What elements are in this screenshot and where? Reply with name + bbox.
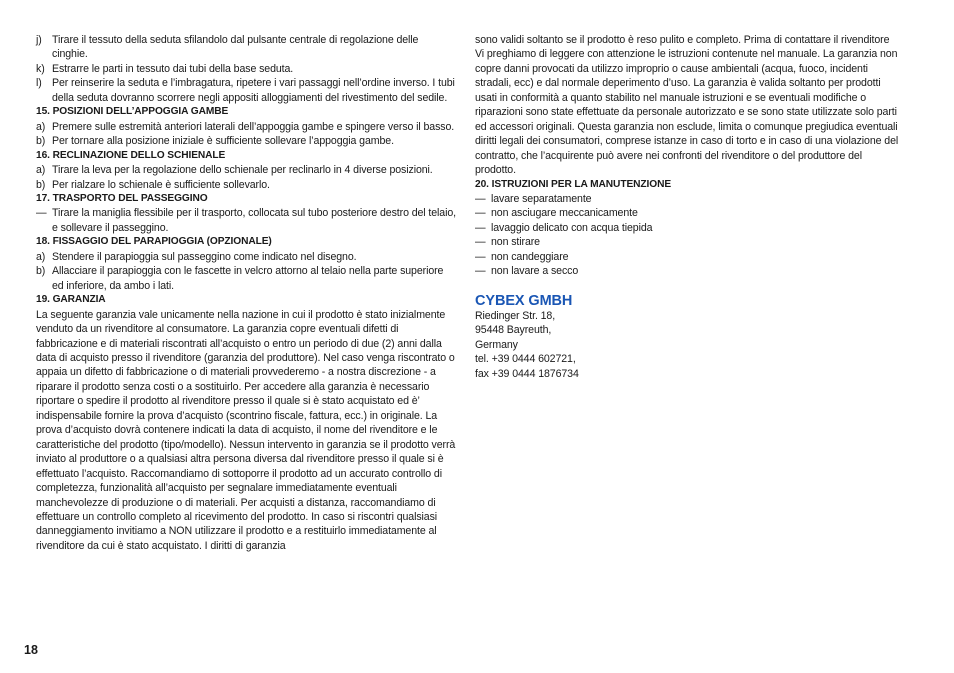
list-item-text: Allacciare il parapioggia con le fascette in velcro attorno al telaio nella parte superiore ed inferiore, da ambo i lati.: [52, 265, 444, 292]
list-item-text: Per tornare alla posizione iniziale è sufficiente sollevare l’appoggia gambe.: [52, 135, 394, 148]
company-name: CYBEX GMBH: [475, 292, 573, 309]
address-line: Riedinger Str. 18,: [475, 309, 556, 322]
section-heading: 19. GARANZIA: [36, 294, 106, 306]
address-line: 95448 Bayreuth,: [475, 324, 552, 337]
list-item: [36, 120, 456, 134]
list-item: [36, 250, 456, 264]
list-item: [36, 163, 456, 177]
list-marker: —: [475, 265, 486, 278]
warranty-paragraph: La seguente garanzia vale unicamente nella nazione in cui il prodotto è stato inizialmente venduto da un rivenditore al consumatore. La garanzia copre eventuali difetti di fabbricazione e di materiali riscontrati all’acquisto o entro un periodo di due (2) anni dalla data di acquisto presso il rivenditore (garanzia del produttore). Nel caso venga riscontrato o appaia un difetto di fabbricazione o di materiali provvederemo - a nostra discrezione - a riparare il prodotto senza costi o a sostituirlo. Per accedere alla garanzia è necessario riportare o spedire il prodotto al rivenditore presso il quale si è stato acquistato ed è’ indispensabile fornire la prova d’acquisto (scontrino fiscale, fattura, ecc.) in originale. La prova d’acquisto dovrà contenere indicati la data di acquisto, il nome del rivenditore e le caratteristiche del prodotto (tipo/modello). Nessun intervento in garanzia se il prodotto verrà inviato al produttore o a qualsiasi altra persona diversa dal rivenditore presso il quale si è effettuato l’acquisto. Raccomandiamo di sottoporre il prodotto ad un accurato controllo di completezza, funzionalità all’acquisto per segnalare immediatamente eventuali manchevolezze di produzione o di materiali. Per acquisti a distanza, raccomandiamo di effettuare un controllo completo al ricevimento del prodotto. In caso si riscontri qualsiasi danneggiamento invitiamo a NON utilizzare il prodotto e a restituirlo immediatamente al rivenditore da cui è stato acquistato. I diritti di garanzia: [36, 308, 456, 552]
list-marker: k): [36, 62, 45, 75]
list-item-text: non stirare: [491, 236, 540, 249]
section-heading: 16. RECLINAZIONE DELLO SCHIENALE: [36, 149, 226, 161]
warranty-paragraph-continued: sono validi soltanto se il prodotto è reso pulito e completo. Prima di contattare il rivenditore Vi preghiamo di leggere con attenzione le istruzioni contenute nel manuale. La garanzia non copre danni provocati da utilizzo improprio o cause ambientali (acqua, fuoco, incidenti stradali, ecc) e dal normale deperimento d’uso. La garanzia è valida soltanto per prodotti usati in conformità a quanto stabilito nel manuale istruzioni e se eventuali modifiche o riparazioni sono state effettuate da personale autorizzato e se sono state utilizzate solo parti ed accessori originali. Questa garanzia non esclude, limita o comunque pregiudica eventuali diritti legali dei consumatori, comprese istanze in caso di torto e in caso di una violazione del contratto, che l’acquirente può avere nei confronti del rivenditore o del produttore del prodotto.: [475, 34, 899, 177]
left-column: [36, 33, 456, 553]
list-marker: l): [36, 77, 42, 90]
list-item: [36, 134, 456, 148]
list-item-text: lavaggio delicato con acqua tiepida: [491, 221, 653, 234]
list-item-text: Stendere il parapioggia sul passeggino come indicato nel disegno.: [52, 250, 357, 263]
company-address: [475, 309, 900, 381]
list-item-text: Premere sulle estremità anteriori laterali dell’appoggia gambe e spingere verso il basso.: [52, 120, 455, 133]
section-heading: 17. TRASPORTO DEL PASSEGGINO: [36, 192, 208, 204]
phone-line: tel. +39 0444 602721,: [475, 353, 576, 366]
list-item-text: Per rialzare lo schienale è sufficiente sollevarlo.: [52, 178, 270, 191]
list-marker: —: [475, 236, 486, 249]
list-marker: b): [36, 178, 46, 191]
list-item: [475, 250, 900, 264]
list-item: [475, 221, 900, 235]
list-item: [36, 206, 456, 235]
list-marker: —: [475, 221, 486, 234]
list-marker: b): [36, 265, 46, 278]
list-marker: a): [36, 164, 46, 177]
list-item: [36, 178, 456, 192]
list-item-text: Estrarre le parti in tessuto dai tubi della base seduta.: [52, 62, 294, 75]
right-column: [475, 33, 900, 381]
list-marker: —: [475, 250, 486, 263]
list-item: [475, 192, 900, 206]
list-item: [475, 206, 900, 220]
list-marker: —: [36, 207, 47, 220]
list-marker: a): [36, 250, 46, 263]
list-marker: a): [36, 120, 46, 133]
section-heading: 18. FISSAGGIO DEL PARAPIOGGIA (OPZIONALE): [36, 236, 272, 248]
page-number: 18: [24, 643, 38, 657]
list-item: [36, 264, 456, 293]
section-heading: 15. POSIZIONI DELL’APPOGGIA GAMBE: [36, 106, 229, 118]
list-item-text: Tirare la leva per la regolazione dello schienale per reclinarlo in 4 diverse posizioni.: [52, 164, 433, 177]
list-item-text: non candeggiare: [491, 250, 569, 263]
list-item: [475, 235, 900, 249]
list-item-text: non asciugare meccanicamente: [491, 207, 638, 220]
list-item-text: non lavare a secco: [491, 265, 579, 278]
list-item: [36, 33, 456, 62]
list-marker: b): [36, 135, 46, 148]
list-marker: —: [475, 192, 486, 205]
section-heading: 20. ISTRUZIONI PER LA MANUTENZIONE: [475, 178, 672, 190]
list-item: [36, 76, 456, 105]
address-line: Germany: [475, 338, 518, 351]
list-item-text: lavare separatamente: [491, 192, 592, 205]
list-item-text: Tirare il tessuto della seduta sfilandolo dal pulsante centrale di regolazione delle cinghie.: [52, 34, 419, 61]
list-marker: j): [36, 34, 42, 46]
list-item-text: Tirare la maniglia flessibile per il trasporto, collocata sul tubo posteriore destro del telaio, e sollevare il passeggino.: [52, 207, 456, 234]
list-item-text: Per reinserire la seduta e l’imbragatura, ripetere i vari passaggi nell’ordine inverso. I tubi della seduta dovranno scorrere negli appositi alloggiamenti del rivestimento del sedile.: [52, 77, 455, 104]
list-marker: —: [475, 207, 486, 220]
list-item: [36, 62, 456, 76]
fax-line: fax +39 0444 1876734: [475, 367, 579, 380]
list-item: [475, 264, 900, 278]
